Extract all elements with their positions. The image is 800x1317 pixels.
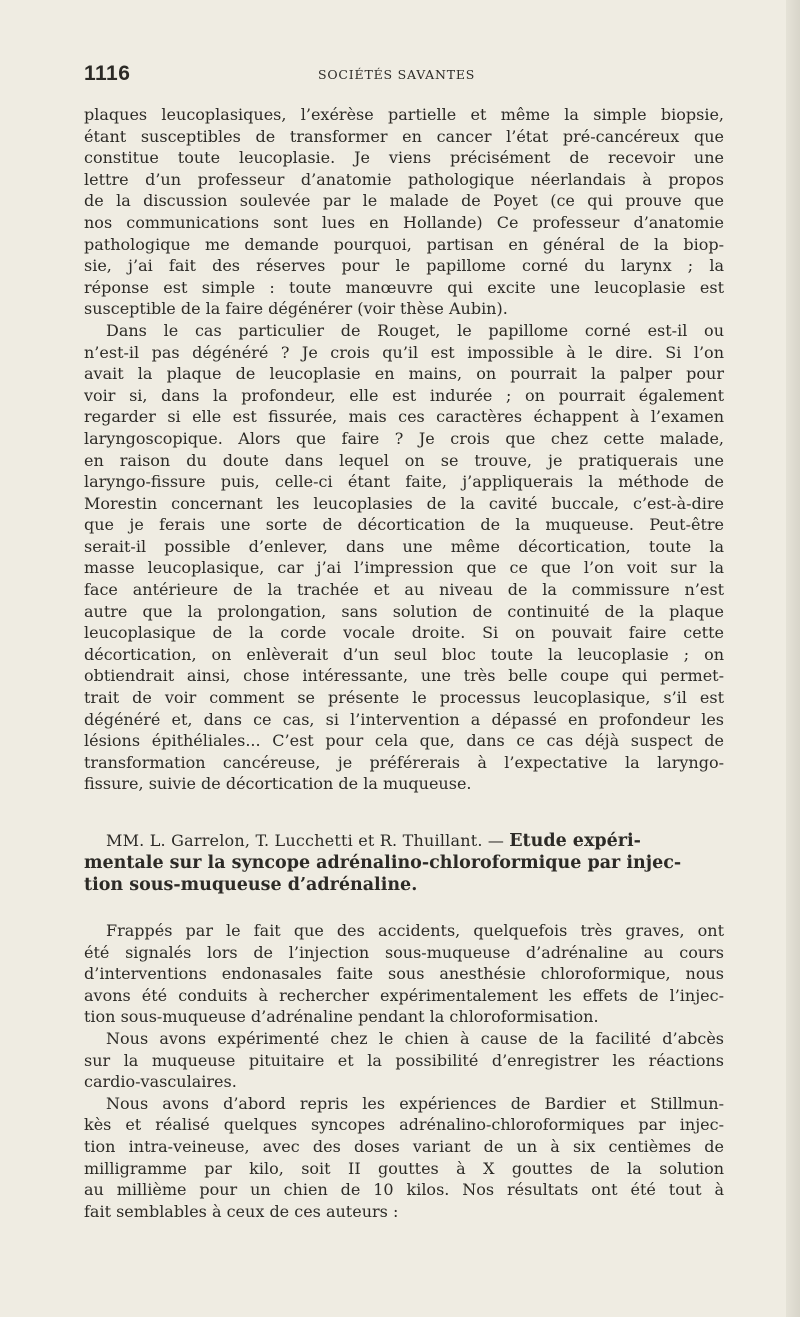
- text-line: au millième pour un chien de 10 kilos. Nos résultats ont été tout à: [84, 1180, 724, 1200]
- scan-edge: [786, 0, 800, 1317]
- text-line: n’est-il pas dégénéré ? Je crois qu’il est impossible à le dire. Si l’on: [84, 342, 724, 362]
- text-line: laryngoscopique. Alors que faire ? Je crois que chez cette malade,: [84, 428, 724, 448]
- text-line: Dans le cas particulier de Rouget, le papillome corné est-il ou: [106, 320, 724, 340]
- text-line: nos communications sont lues en Hollande) Ce professeur d’anatomie: [84, 212, 724, 232]
- paragraph-dog-experiments: [84, 1028, 724, 1093]
- text-line: tion intra-veineuse, avec des doses variant de un à six centièmes de: [84, 1136, 724, 1156]
- text-line: que je ferais une sorte de décortication de la muqueuse. Peut-être: [84, 515, 724, 535]
- paragraph-bardier-experiments: [84, 1093, 724, 1223]
- text-line: leucoplasique de la corde vocale droite. Si on pouvait faire cette: [84, 623, 724, 643]
- text-line: sur la muqueuse pituitaire et la possibilité d’enregistrer les réactions: [84, 1050, 724, 1070]
- text-line: dégénéré et, dans ce cas, si l’intervention a dépassé en profondeur les: [84, 709, 724, 729]
- section-title-start: Etude expéri-: [509, 831, 641, 851]
- section-title-line: mentale sur la syncope adrénalino-chloroformique par injec-: [84, 853, 682, 873]
- running-head: [84, 62, 724, 92]
- page-number: 1116: [84, 62, 131, 85]
- text-line: sie, j’ai fait des réserves pour le papillome corné du larynx ; la: [84, 256, 724, 276]
- text-line: Nous avons d’abord repris les expériences de Bardier et Stillmun-: [106, 1093, 724, 1113]
- journal-title: SOCIÉTÉS SAVANTES: [318, 67, 476, 82]
- text-line: Frappés par le fait que des accidents, quelquefois très graves, ont: [106, 921, 724, 940]
- text-line: fait semblables à ceux de ces auteurs :: [84, 1201, 399, 1221]
- text-line: serait-il possible d’enlever, dans une même décortication, toute la: [84, 536, 724, 556]
- text-line: cardio-vasculaires.: [84, 1072, 237, 1092]
- text-line: pathologique me demande pourquoi, partisan en général de la biop-: [84, 234, 724, 254]
- paragraph-rouget-case: [84, 320, 724, 795]
- text-line: regarder si elle est fissurée, mais ces caractères échappent à l’examen: [84, 407, 724, 427]
- text-line: laryngo-fissure puis, celle-ci étant faite, j’appliquerais la méthode de: [84, 472, 724, 492]
- text-line: d’interventions endonasales faite sous anesthésie chloroformique, nous: [84, 964, 724, 984]
- section-heading: [84, 830, 724, 896]
- text-line: milligramme par kilo, soit II gouttes à X gouttes de la solution: [84, 1158, 724, 1178]
- text-line: susceptible de la faire dégénérer (voir thèse Aubin).: [84, 299, 508, 319]
- text-line: avons été conduits à rechercher expérimentalement les effets de l’injec-: [84, 985, 724, 1005]
- article-body: [84, 104, 724, 1222]
- text-line: fissure, suivie de décortication de la muqueuse.: [84, 774, 472, 794]
- text-line: constitue toute leucoplasie. Je viens précisément de recevoir une: [84, 148, 724, 168]
- text-line: en raison du doute dans lequel on se trouve, je pratiquerais une: [84, 450, 724, 470]
- text-line: étant susceptibles de transformer en cancer l’état pré-cancéreux que: [84, 126, 724, 146]
- section-title-line: tion sous-muqueuse d’adrénaline.: [84, 875, 418, 895]
- text-line: décortication, on enlèverait d’un seul bloc toute la leucoplasie ; on: [84, 644, 724, 664]
- text-line: Nous avons expérimenté chez le chien à cause de la facilité d’abcès: [106, 1028, 724, 1048]
- heading-first-line: [84, 830, 724, 852]
- text-line: obtiendrait ainsi, chose intéressante, une très belle coupe qui permet-: [84, 666, 724, 686]
- text-line: masse leucoplasique, car j’ai l’impression que ce que l’on voit sur la: [84, 558, 724, 578]
- paragraph-accidents: [84, 920, 724, 1028]
- text-line: plaques leucoplasiques, l’exérèse partielle et même la simple biopsie,: [84, 105, 724, 124]
- text-line: trait de voir comment se présente le processus leucoplasique, s’il est: [84, 688, 724, 708]
- text-line: été signalés lors de l’injection sous-muqueuse d’adrénaline au cours: [84, 942, 724, 962]
- text-line: avait la plaque de leucoplasie en mains, on pourrait la palper pour: [84, 364, 724, 384]
- text-line: Morestin concernant les leucoplasies de la cavité buccale, c’est-à-dire: [84, 493, 724, 513]
- text-line: transformation cancéreuse, je préférerais à l’expectative la laryngo-: [84, 752, 724, 772]
- text-line: de la discussion soulevée par le malade de Poyet (ce qui prouve que: [84, 191, 724, 211]
- text-line: face antérieure de la trachée et au niveau de la commissure n’est: [84, 580, 724, 600]
- text-line: réponse est simple : toute manœuvre qui excite une leucoplasie est: [84, 277, 724, 297]
- text-line: voir si, dans la profondeur, elle est indurée ; on pourrait également: [84, 385, 724, 405]
- section-authors: MM. L. Garrelon, T. Lucchetti et R. Thuillant. —: [106, 831, 505, 850]
- section-spacer: [84, 795, 724, 830]
- text-line: autre que la prolongation, sans solution de continuité de la plaque: [84, 601, 724, 621]
- section-spacer: [84, 896, 724, 920]
- text-line: lettre d’un professeur d’anatomie pathologique néerlandais à propos: [84, 169, 724, 189]
- document-page: [84, 62, 724, 1222]
- paragraph-leucoplasia-continuation: [84, 104, 724, 320]
- text-line: kès et réalisé quelques syncopes adrénalino-chloroformiques par injec-: [84, 1115, 724, 1135]
- text-line: lésions épithéliales... C’est pour cela que, dans ce cas déjà suspect de: [84, 731, 724, 751]
- text-line: tion sous-muqueuse d’adrénaline pendant la chloroformisation.: [84, 1007, 599, 1027]
